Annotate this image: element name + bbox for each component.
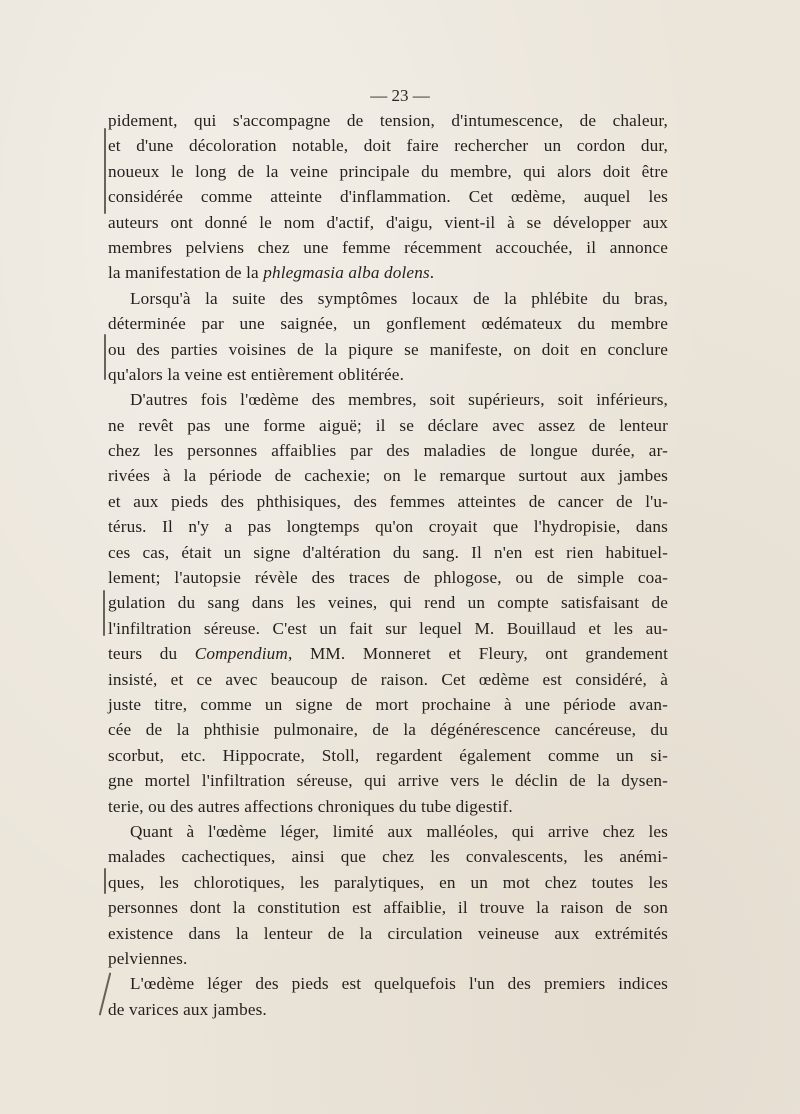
text-line: Quant à l'œdème léger, limité aux malléoles, qui arrive chez les bbox=[130, 821, 668, 841]
text-line: noueux le long de la veine principale du membre, qui alors doit être bbox=[108, 161, 668, 181]
text-line: insisté, et ce avec beaucoup de raison. Cet œdème est considéré, à bbox=[108, 669, 668, 689]
text-line: gulation du sang dans les veines, qui rend un compte satisfaisant de bbox=[108, 593, 668, 613]
text-line: ces cas, était un signe d'altération du sang. Il n'en est rien habituel- bbox=[108, 542, 668, 562]
page-number: — 23 — bbox=[370, 86, 430, 105]
text-line: pidement, qui s'accompagne de tension, d'intumescence, de chaleur, bbox=[108, 111, 668, 130]
text-line: rivées à la période de cachexie; on le remarque surtout aux jambes bbox=[108, 466, 668, 486]
text-line: existence dans la lenteur de la circulation veineuse aux extrémités bbox=[108, 923, 668, 943]
text-line: Lorsqu'à la suite des symptômes locaux de la phlébite du bras, bbox=[130, 288, 668, 308]
text-line: la manifestation de la phlegmasia alba dolens. bbox=[108, 263, 435, 283]
text-line: auteurs ont donné le nom d'actif, d'aigu, vient-il à se développer aux bbox=[108, 212, 668, 232]
text-line: lement; l'autopsie révèle des traces de phlogose, ou de simple coa- bbox=[108, 568, 668, 588]
text-line: l'infiltration séreuse. C'est un fait sur lequel M. Bouillaud et les au- bbox=[108, 618, 668, 638]
text-line: térus. Il n'y a pas longtemps qu'on croyait que l'hydropisie, dans bbox=[108, 517, 668, 537]
text-line: terie, ou des autres affections chroniques du tube digestif. bbox=[108, 796, 513, 816]
italic-term: phlegmasia alba dolens bbox=[263, 263, 430, 283]
margin-pencil-mark bbox=[104, 334, 106, 380]
italic-term: Compendium bbox=[194, 644, 288, 664]
text-line: teurs du Compendium, MM. Monneret et Fleury, ont grandement bbox=[108, 644, 669, 664]
text-line: chez les personnes affaiblies par des maladies de longue durée, ar- bbox=[108, 441, 668, 461]
text-line: et d'une décoloration notable, doit faire rechercher un cordon dur, bbox=[108, 136, 668, 156]
margin-pencil-mark bbox=[104, 128, 106, 214]
text-line: déterminée par une saignée, un gonflement œdémateux du membre bbox=[108, 314, 668, 334]
text-line: juste titre, comme un signe de mort prochaine à une période avan- bbox=[108, 694, 668, 714]
text-line: gne mortel l'infiltration séreuse, qui arrive vers le déclin de la dysen- bbox=[108, 771, 668, 791]
text-line: L'œdème léger des pieds est quelquefois l'un des premiers indices bbox=[130, 974, 668, 994]
text-line: cée de la phthisie pulmonaire, de la dégénérescence cancéreuse, du bbox=[108, 720, 668, 740]
margin-pencil-mark bbox=[103, 590, 105, 636]
text-line: personnes dont la constitution est affaiblie, il trouve la raison de son bbox=[108, 898, 668, 918]
text-line: membres pelviens chez une femme récemment accouchée, il annonce bbox=[108, 237, 668, 257]
text-line: considérée comme atteinte d'inflammation. Cet œdème, auquel les bbox=[108, 187, 668, 207]
text-line: D'autres fois l'œdème des membres, soit supérieurs, soit inférieurs, bbox=[130, 390, 668, 410]
margin-pencil-mark bbox=[104, 868, 106, 894]
text-line: de varices aux jambes. bbox=[108, 999, 267, 1019]
text-line: ques, les chlorotiques, les paralytiques, en un mot chez toutes les bbox=[108, 872, 668, 892]
text-line: pelviennes. bbox=[108, 948, 188, 968]
text-line: et aux pieds des phthisiques, des femmes atteintes de cancer de l'u- bbox=[108, 491, 668, 511]
text-line: ne revêt pas une forme aiguë; il se déclare avec assez de lenteur bbox=[108, 415, 668, 435]
text-line: ou des parties voisines de la piqure se manifeste, on doit en conclure bbox=[108, 339, 668, 359]
body-text bbox=[108, 108, 668, 1022]
text-line: qu'alors la veine est entièrement oblitérée. bbox=[108, 364, 405, 384]
text-line: malades cachectiques, ainsi que chez les convalescents, les anémi- bbox=[108, 847, 668, 867]
text-line: scorbut, etc. Hippocrate, Stoll, regardent également comme un si- bbox=[108, 745, 668, 765]
